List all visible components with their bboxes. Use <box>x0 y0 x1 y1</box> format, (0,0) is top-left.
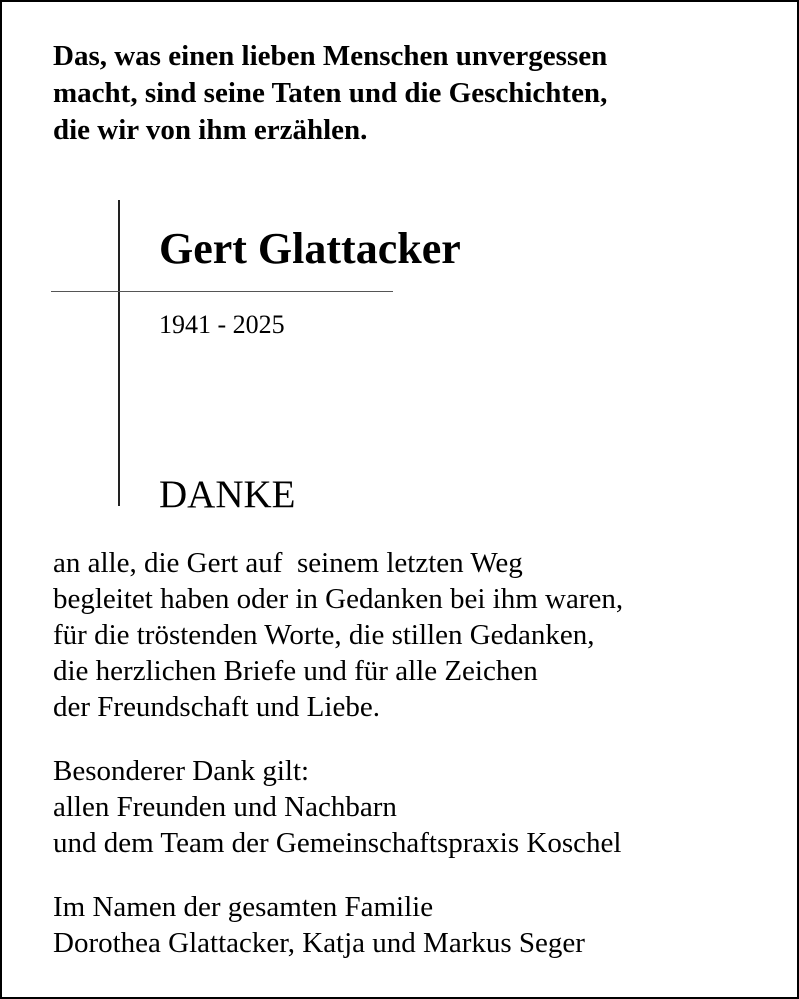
thanks-heading: DANKE <box>159 473 296 516</box>
signature-line: Im Namen der gesamten Familie <box>53 891 434 923</box>
deceased-name: Gert Glattacker <box>159 224 461 273</box>
special-thanks-line: allen Freunden und Nachbarn <box>53 791 397 823</box>
quote-line: macht, sind seine Taten und die Geschichten, <box>53 77 608 109</box>
cross-icon-vertical-bar <box>118 200 120 506</box>
thanks-paragraph <box>53 545 773 725</box>
quote-line: die wir von ihm erzählen. <box>53 114 368 146</box>
special-thanks-line: Besonderer Dank gilt: <box>53 755 310 787</box>
quote-line: Das, was einen lieben Menschen unvergessen <box>53 40 608 72</box>
thanks-line: begleitet haben oder in Gedanken bei ihm waren, <box>53 583 624 615</box>
special-thanks-line: und dem Team der Gemeinschaftspraxis Koschel <box>53 827 622 859</box>
thanks-line: an alle, die Gert auf seinem letzten Weg <box>53 547 523 579</box>
thanks-line: der Freundschaft und Liebe. <box>53 691 380 723</box>
special-thanks-paragraph <box>53 753 773 861</box>
thanks-line: für die tröstenden Worte, die stillen Gedanken, <box>53 619 595 651</box>
life-years: 1941 - 2025 <box>159 310 285 339</box>
family-signature <box>53 889 773 961</box>
signature-line: Dorothea Glattacker, Katja und Markus Seger <box>53 927 585 959</box>
cross-icon-horizontal-bar <box>51 291 393 292</box>
thanks-line: die herzlichen Briefe und für alle Zeichen <box>53 655 538 687</box>
memorial-quote <box>53 38 763 149</box>
